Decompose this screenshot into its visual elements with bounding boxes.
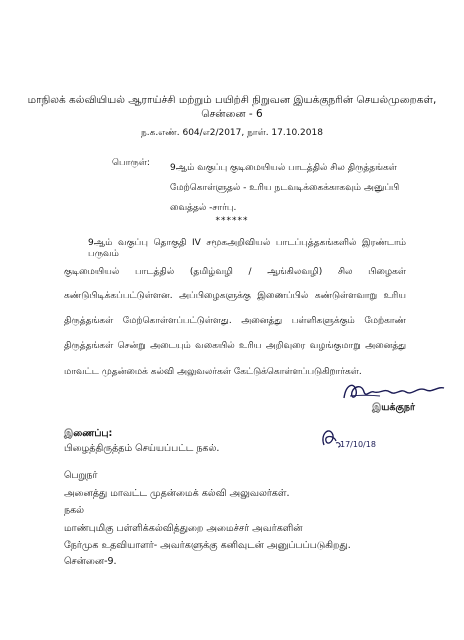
body-line: குடிமையியல் பாடத்தில் (தமிழ்வழி / ஆங்கிலவழி) சில பிழைகள் — [64, 267, 406, 277]
body-line: திருத்தங்கள் மேற்கொள்ளப்பட்டுள்ளது. அனைத்து பள்ளிகளுக்கும் மேற்காண் — [64, 316, 406, 326]
body-line: 9ஆம் வகுப்பு தொகுதி IV சமூகஅறிவியல் பாடப்புத்தகங்களில் இரண்டாம் பருவம் — [88, 238, 406, 259]
header-line-1: மாநிலக் கல்வியியல் ஆராய்ச்சி மற்றும் பயிற்சி நிறுவன இயக்குநரின் செயல்முறைகள், — [27, 94, 437, 106]
director-signature — [340, 380, 450, 404]
body-line: கண்டுபிடிக்கப்பட்டுள்ளன. அப்பிழைகளுக்கு இணைப்பில் கண்டுள்ளவாறு உரிய — [64, 291, 406, 301]
handwritten-date — [318, 425, 378, 451]
subject-label: பொருள்: — [112, 158, 150, 168]
reference-number: ந.க.எண். 604/எ2/2017, நாள். 17.10.2018 — [141, 128, 323, 138]
body-line: மாவட்ட முதன்மைக் கல்வி அலுவலர்கள் கேட்டுக்கொள்ளப்படுகிறார்கள். — [64, 367, 362, 377]
recipient-text: அனைத்து மாவட்ட முதன்மைக் கல்வி அலுவலர்கள். — [64, 488, 290, 499]
subject-line: 9ஆம் வகுப்பு குடிமையியல் பாடத்தில் சில திருத்தங்கள் — [170, 163, 397, 173]
copy-line: சென்னை-9. — [64, 556, 117, 567]
subject-line: மேற்கொள்ளுதல் - உரிய நடவடிக்கைக்காகவும் அனுப்பி — [170, 183, 400, 193]
designation: இயக்குநர் — [372, 402, 415, 413]
enclosure-label: இணைப்பு: — [64, 428, 113, 439]
copy-line: நேர்முக உதவியாளர்- அவர்களுக்கு கனிவுடன் அனுப்பப்படுகிறது. — [64, 540, 351, 551]
body-line: திருத்தங்கள் சென்று அடையும் வகையில் உரிய அறிவுரை வழங்குமாறு அனைத்து — [64, 341, 406, 351]
copy-label: நகல் — [64, 505, 85, 516]
handwritten-date-text: 17/10/18 — [340, 440, 376, 449]
enclosure-text: பிழைத்திருத்தம் செய்யப்பட்ட நகல். — [64, 443, 220, 454]
subject-text — [170, 158, 420, 218]
copy-line: மாண்புமிகு பள்ளிக்கல்வித்துறை அமைச்சர் அவர்களின் — [64, 523, 303, 534]
subject-line: வைத்தல் -சார்பு. — [170, 203, 237, 213]
header-line-2: சென்னை - 6 — [201, 108, 263, 120]
separator: ****** — [215, 216, 249, 226]
recipient-label: பெறுநர் — [64, 470, 98, 481]
